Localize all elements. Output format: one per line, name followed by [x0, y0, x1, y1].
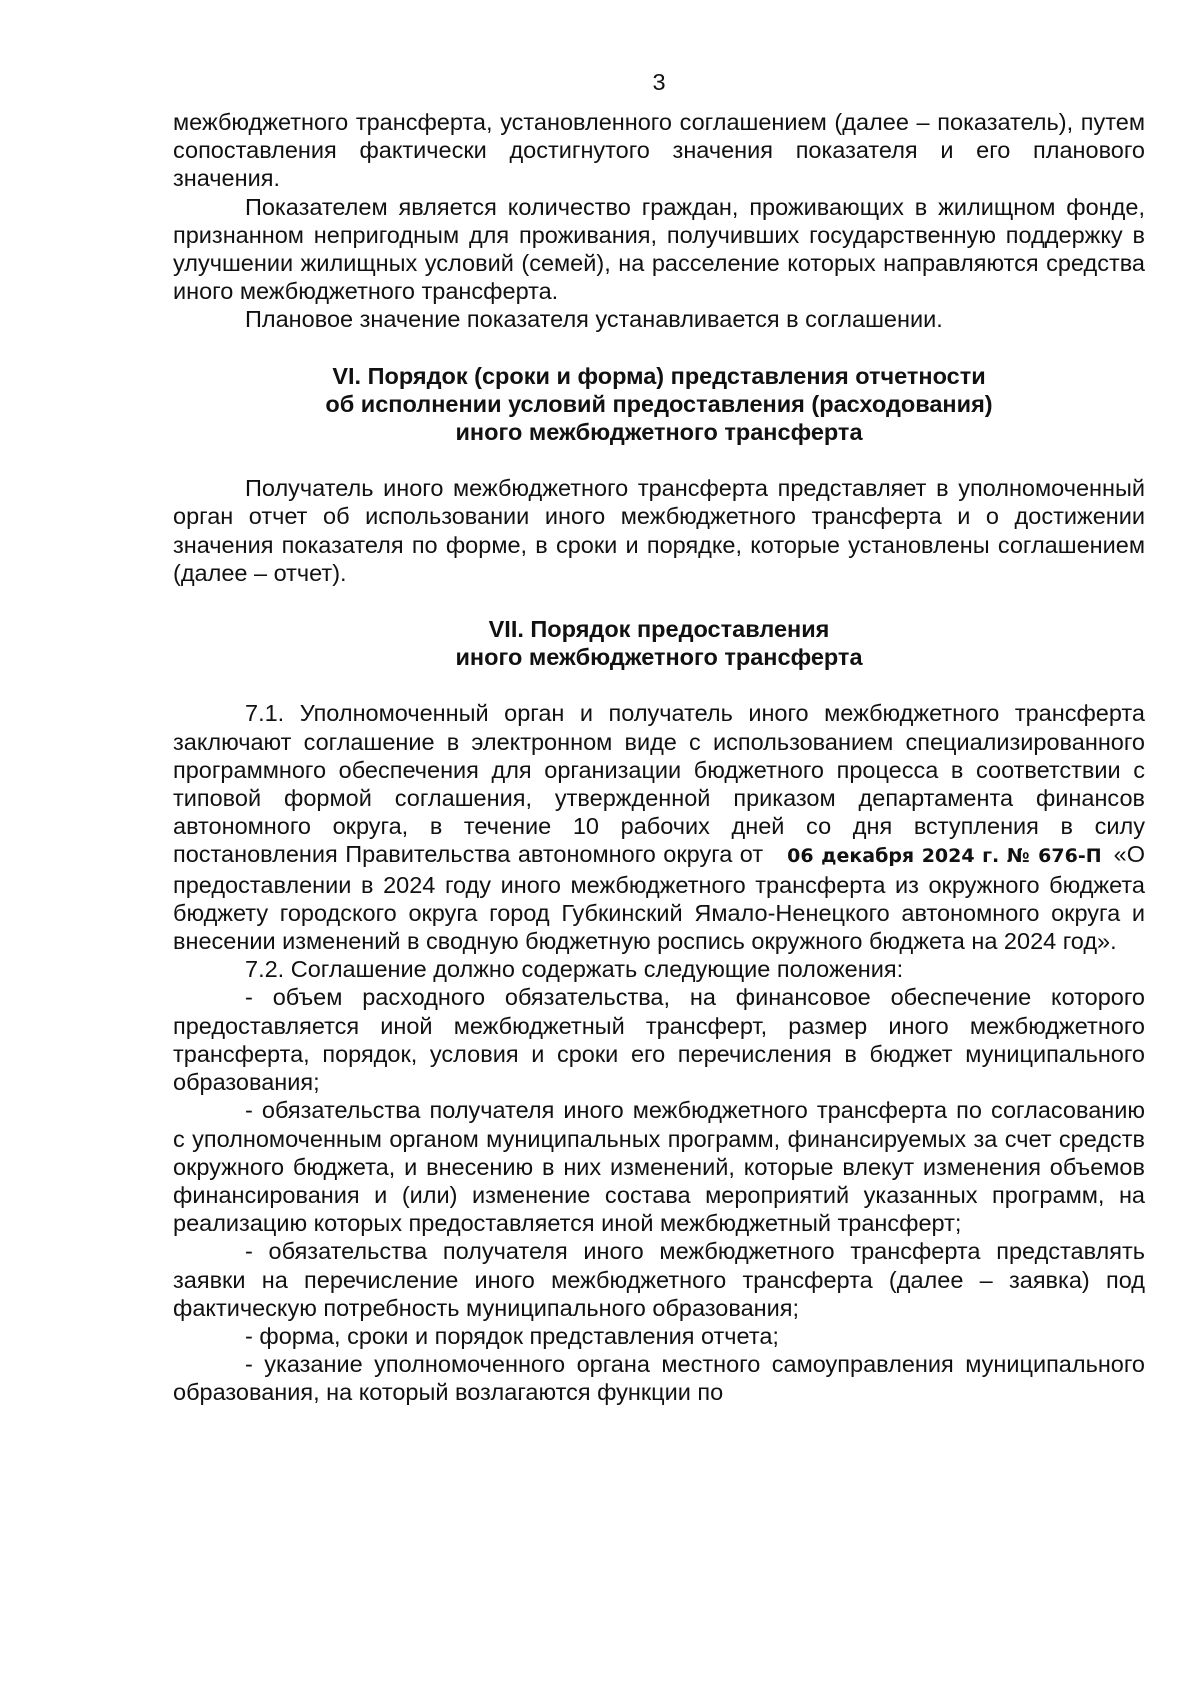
list-item: - объем расходного обязательства, на финансовое обеспечение которого предоставляется иной межбюджетный трансферт, размер иного межбюджетного трансферта, порядок, условия и сроки его перечисления в бюджет муниципального образования; — [173, 984, 1145, 1096]
section-6-paragraph: Получатель иного межбюджетного трансферта представляет в уполномоченный орган отчет об использовании иного межбюджетного трансферта и о достижении значения показателя по форме, в сроки и порядке, которые установлены соглашением (далее – отчет). — [173, 475, 1145, 586]
indicator-definition-paragraph: Показателем является количество граждан, проживающих в жилищном фонде, признанном непригодным для проживания, получивших государственную поддержку в улучшении жилищных условий (семей), на расселение которых направляются средства иного межбюджетного трансферта. — [173, 193, 1145, 305]
clause-7-1-text-continued: «О предоставлении в 2024 году иного межбюджетного трансферта из окружного бюджета бюджету городского округа город Губкинский Ямало-Ненецкого автономного округа и внесении изменений в сводную бюджетную роспись окружного бюджета на 2024 год». — [173, 841, 1145, 955]
resolution-reference: 06 декабря 2024 г. № 676-П — [787, 845, 1102, 868]
page-number: 3 — [652, 69, 666, 95]
list-item: - обязательства получателя иного межбюджетного трансферта представлять заявки на перечисление иного межбюджетного трансферта (далее – заявка) под фактическую потребность муниципального образования; — [173, 1238, 1145, 1321]
clause-7-1-text: 7.1. Уполномоченный орган и получатель иного межбюджетного трансферта заключают соглашение в электронном виде с использованием специализированного программного обеспечения для организации бюджетного процесса в соответствии с типовой формой соглашения, утвержденной приказом департамента финансов автономного округа, в течение 10 рабочих дней со дня вступления в силу постановления Правительства автономного округа от — [173, 700, 1145, 868]
list-item: - форма, сроки и порядок представления отчета; — [245, 1322, 779, 1349]
list-item: - указание уполномоченного органа местного самоуправления муниципального образования, на который возлагаются функции по — [173, 1351, 1145, 1406]
section-6-heading-line-3: иного межбюджетного трансферта — [455, 419, 863, 446]
section-6-heading-line-2: об исполнении условий предоставления (расходования) — [325, 390, 993, 417]
section-6-heading-line-1: VI. Порядок (сроки и форма) представления отчетности — [332, 362, 986, 389]
section-6-heading — [173, 362, 1145, 447]
section-7-heading-line-1: VII. Порядок предоставления — [488, 616, 830, 643]
clause-7-2-paragraph: 7.2. Соглашение должно содержать следующие положения: — [245, 956, 904, 983]
section-7-heading-line-2: иного межбюджетного трансферта — [455, 644, 863, 671]
section-7-heading — [173, 615, 1145, 671]
list-item: - обязательства получателя иного межбюджетного трансферта по согласованию с уполномоченным органом муниципальных программ, финансируемых за счет средств окружного бюджета, и внесению в них изменений, которые влекут изменения объемов финансирования и (или) изменение состава мероприятий указанных программ, на реализацию которых предоставляется иной межбюджетный трансферт; — [173, 1097, 1145, 1237]
planned-value-paragraph: Плановое значение показателя устанавливается в соглашении. — [245, 306, 943, 333]
clause-7-1-paragraph — [173, 699, 1145, 955]
intro-paragraph-continued: межбюджетного трансферта, установленного соглашением (далее – показатель), путем сопоставления фактически достигнутого значения показателя и его планового значения. — [173, 109, 1145, 192]
